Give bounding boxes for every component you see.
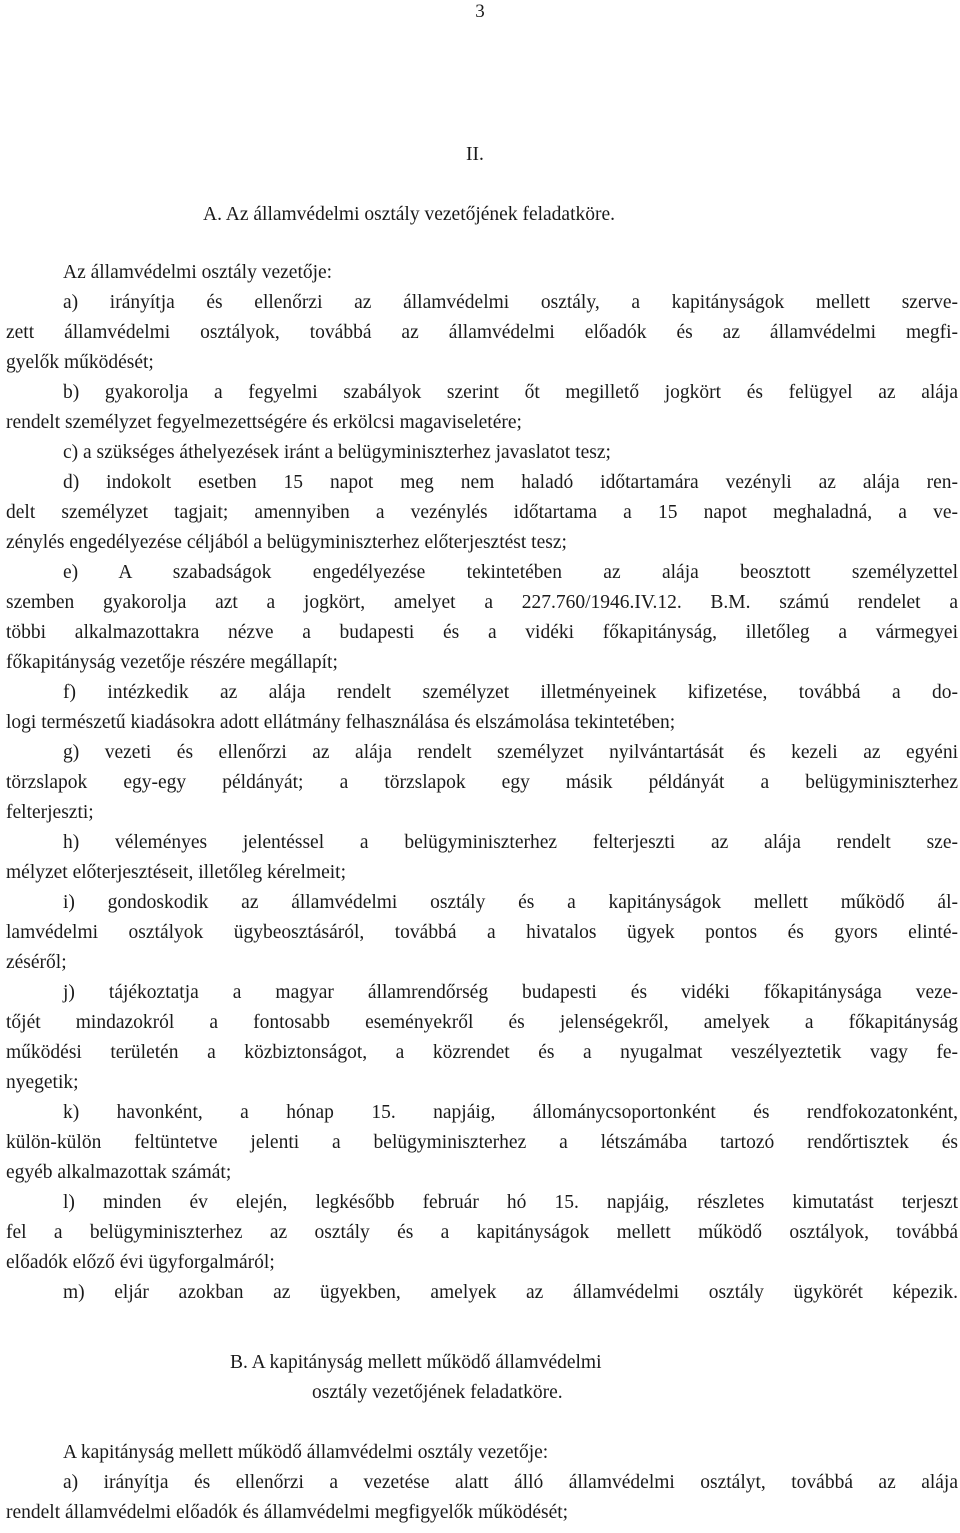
page-number: 3 bbox=[475, 1, 485, 22]
section-a-text-line: zéséről; bbox=[6, 952, 67, 973]
section-a-body bbox=[6, 258, 958, 1308]
section-a-text-line: f) intézkedik az alája rendelt személyzet illetményeinek kifizetése, továbbá a do- bbox=[63, 682, 958, 703]
section-a-text-line: szemben gyakorolja azt a jogkört, amelyet a 227.760/1946.IV.12. B.M. számú rendelet a bbox=[6, 592, 958, 613]
section-a-text-line: nyegetik; bbox=[6, 1072, 79, 1093]
section-a-text-line: k) havonként, a hónap 15. napjáig, állománycsoportonként és rendfokozatonként, bbox=[63, 1102, 958, 1123]
section-a-text-line: i) gondoskodik az államvédelmi osztály és a kapitányságok mellett működő ál- bbox=[63, 892, 958, 913]
section-a-text-line: külön-külön feltüntetve jelenti a belügyminiszterhez a létszámába tartozó rendőrtisztek és bbox=[6, 1132, 958, 1153]
section-b-text-line: A kapitányság mellett működő államvédelmi osztály vezetője: bbox=[63, 1442, 549, 1463]
section-a-text-line: d) indokolt esetben 15 napot meg nem haladó időtartamára vezényli az alája ren- bbox=[63, 472, 958, 493]
section-b-title-line-2: osztály vezetőjének feladatköre. bbox=[312, 1382, 563, 1403]
section-a-text-line: h) véleményes jelentéssel a belügyminiszterhez felterjeszti az alája rendelt sze- bbox=[63, 832, 958, 853]
section-a-text-line: mélyzet előterjesztéseit, illetőleg kérelmeit; bbox=[6, 862, 347, 883]
section-a-text-line: logi természetű kiadásokra adott ellátmány felhasználása és elszámolása tekintetében; bbox=[6, 712, 676, 733]
section-a-text-line: előadók előző évi ügyforgalmáról; bbox=[6, 1252, 275, 1273]
section-a-title: A. Az államvédelmi osztály vezetőjének feladatköre. bbox=[203, 204, 616, 225]
section-a-text-line: működési területén a közbiztonságot, a közrendet és a nyugalmat veszélyeztetik vagy fe- bbox=[6, 1042, 958, 1063]
chapter-heading: II. bbox=[466, 144, 484, 165]
section-a-text-line: delt személyzet tagjait; amennyiben a vezénylés időtartama a 15 napot meghaladná, a ve- bbox=[6, 502, 958, 523]
section-a-text-line: j) tájékoztatja a magyar államrendőrség budapesti és vidéki főkapitánysága veze- bbox=[63, 982, 958, 1003]
section-a-text-line: törzslapok egy-egy példányát; a törzslapok egy másik példányát a belügyminiszterhez bbox=[6, 772, 958, 793]
section-a-text-line: fel a belügyminiszterhez az osztály és a kapitányságok mellett működő osztályok, továbbá bbox=[6, 1222, 958, 1243]
section-a-text-line: zett államvédelmi osztályok, továbbá az államvédelmi előadók és az államvédelmi megfi- bbox=[6, 322, 958, 343]
section-b-text-line: rendelt államvédelmi előadók és államvédelmi megfigyelők működését; bbox=[6, 1502, 569, 1523]
section-a-text-line: c) a szükséges áthelyezések iránt a belügyminiszterhez javaslatot tesz; bbox=[63, 442, 611, 463]
section-a-text-line: a) irányítja és ellenőrzi az államvédelmi osztály, a kapitányságok mellett szerve- bbox=[63, 292, 958, 313]
section-a-text-line: e) A szabadságok engedélyezése tekintetében az alája beosztott személyzettel bbox=[63, 562, 958, 583]
section-a-text-line: főkapitányság vezetője részére megállapít; bbox=[6, 652, 338, 673]
section-b-body bbox=[6, 1438, 958, 1528]
section-b-text-line: a) irányítja és ellenőrzi a vezetése alatt álló államvédelmi osztályt, továbbá az alája bbox=[63, 1472, 958, 1493]
section-a-text-line: gyelők működését; bbox=[6, 352, 154, 373]
section-a-text-line: felterjeszti; bbox=[6, 802, 94, 823]
section-a-text-line: rendelt személyzet fegyelmezettségére és erkölcsi magaviseletére; bbox=[6, 412, 522, 433]
section-a-text-line: lamvédelmi osztályok ügybeosztásáról, továbbá a hivatalos ügyek pontos és gyors elinté- bbox=[6, 922, 958, 943]
section-b-title-line-1: B. A kapitányság mellett működő államvédelmi bbox=[230, 1352, 602, 1373]
section-a-text-line: l) minden év elején, legkésőbb február hó 15. napjáig, részletes kimutatást terjeszt bbox=[63, 1192, 958, 1213]
section-a-text-line: b) gyakorolja a fegyelmi szabályok szerint őt megillető jogkört és felügyel az alája bbox=[63, 382, 958, 403]
section-a-text-line: Az államvédelmi osztály vezetője: bbox=[63, 262, 333, 283]
section-a-text-line: m) eljár azokban az ügyekben, amelyek az államvédelmi osztály ügykörét képezik. bbox=[63, 1282, 958, 1303]
section-a-text-line: többi alkalmazottakra nézve a budapesti és a vidéki főkapitányság, illetőleg a vármegyei bbox=[6, 622, 958, 643]
section-a-text-line: egyéb alkalmazottak számát; bbox=[6, 1162, 232, 1183]
section-a-text-line: g) vezeti és ellenőrzi az alája rendelt személyzet nyilvántartását és kezeli az egyéni bbox=[63, 742, 958, 763]
section-a-text-line: tőjét mindazokról a fontosabb eseményekről és jelenségekről, amelyek a főkapitányság bbox=[6, 1012, 958, 1033]
section-a-text-line: zénylés engedélyezése céljából a belügyminiszterhez előterjesztést tesz; bbox=[6, 532, 567, 553]
